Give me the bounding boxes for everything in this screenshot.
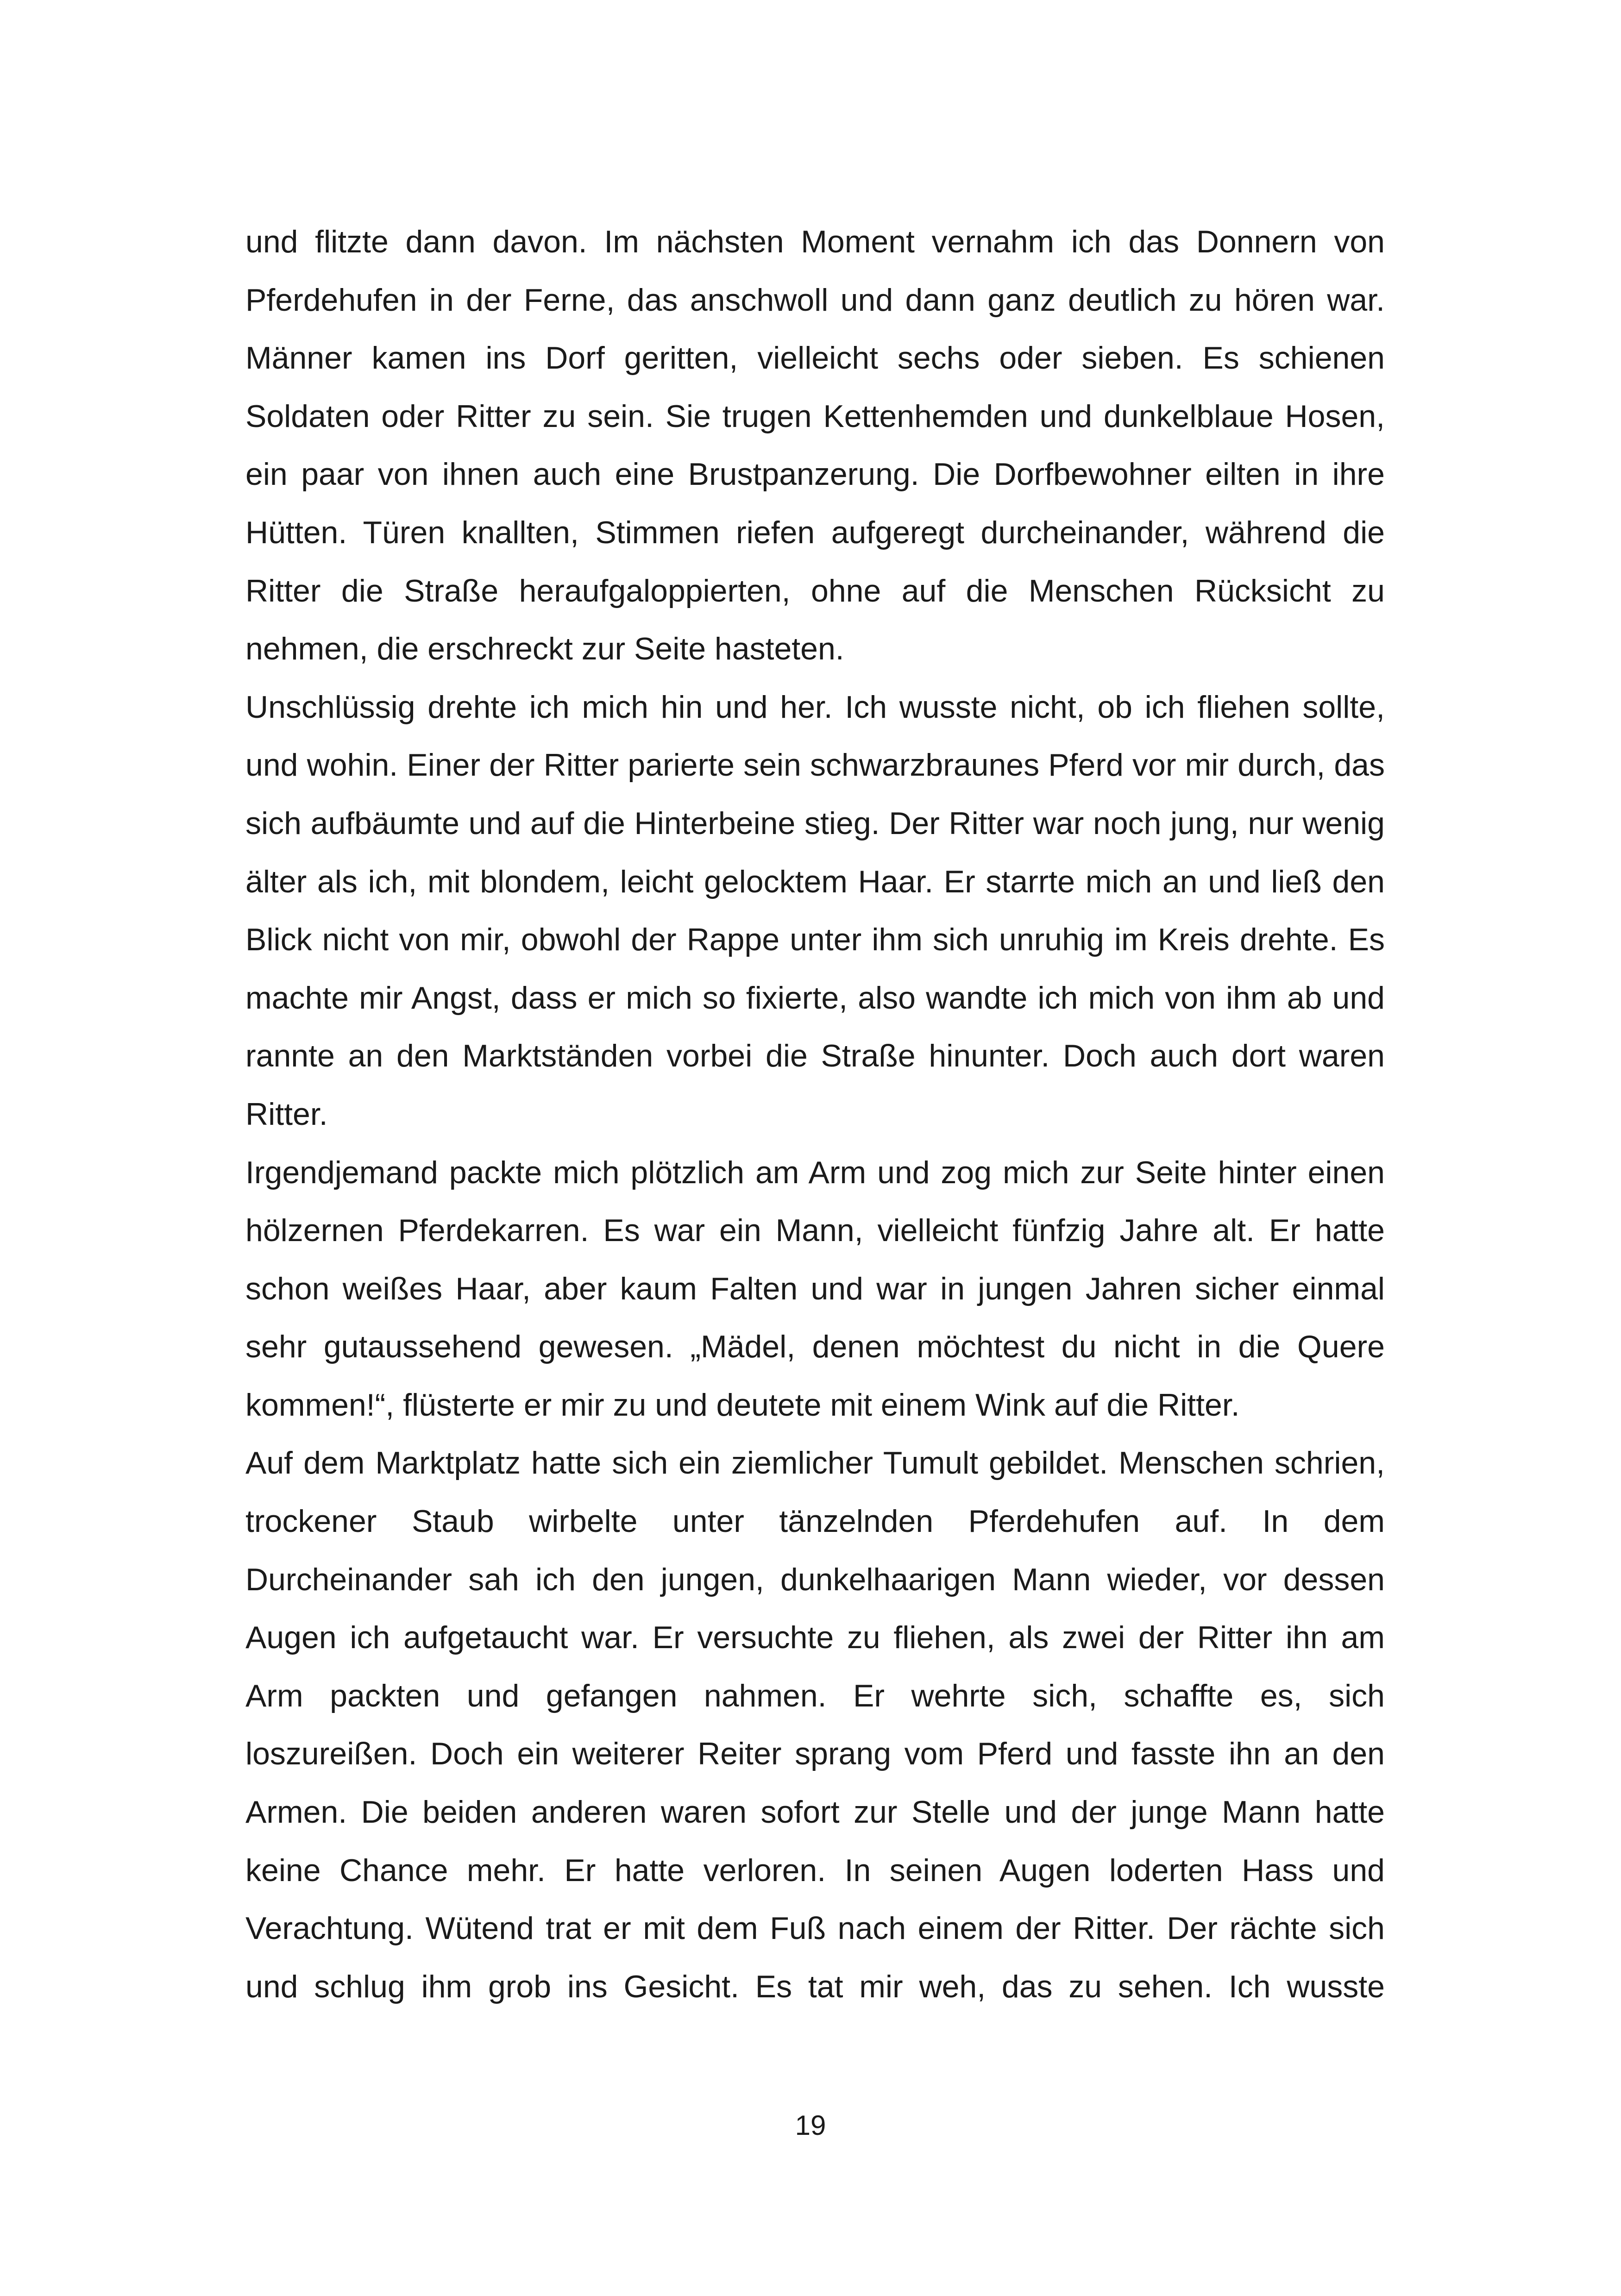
paragraph-1: und flitzte dann davon. Im nächsten Moment vernahm ich das Donnern von Pferdehufen in der Ferne, das anschwoll und dann ganz deutlich zu hören war. Männer kamen ins Dorf geritten, vielleicht sechs oder sieben. Es schienen Soldaten oder Ritter zu sein. Sie trugen Kettenhemden und dunkelblaue Hosen, ein paar von ihnen auch eine Brustpanzerung. Die Dorfbewohner eilten in ihre Hütten. Türen knallten, Stimmen riefen aufgeregt durcheinander, während die Ritter die Straße heraufgaloppierten, ohne auf die Menschen Rücksicht zu nehmen, die erschreckt zur Seite hasteten.	[245, 224, 1385, 667]
paragraph-3: Irgendjemand packte mich plötzlich am Arm und zog mich zur Seite hinter einen hölzernen Pferdekarren. Es war ein Mann, vielleicht fünfzig Jahre alt. Er hatte schon weißes Haar, aber kaum Falten und war in jungen Jahren sicher einmal sehr gutaussehend gewesen. „Mädel, denen möchtest du nicht in die Quere kommen!“, flüsterte er mir zu und deutete mit einem Wink auf die Ritter.	[245, 1154, 1385, 1423]
body-text	[245, 213, 1385, 2016]
paragraph-2: Unschlüssig drehte ich mich hin und her. Ich wusste nicht, ob ich fliehen sollte, und wohin. Einer der Ritter parierte sein schwarzbraunes Pferd vor mir durch, das sich aufbäumte und auf die Hinterbeine stieg. Der Ritter war noch jung, nur wenig älter als ich, mit blondem, leicht gelocktem Haar. Er starrte mich an und ließ den Blick nicht von mir, obwohl der Rappe unter ihm sich unruhig im Kreis drehte. Es machte mir Angst, dass er mich so fixierte, also wandte ich mich von ihm ab und rannte an den Marktständen vorbei die Straße hinunter. Doch auch dort waren Ritter.	[245, 689, 1385, 1132]
page-number: 19	[795, 2110, 826, 2141]
paragraph-4: Auf dem Marktplatz hatte sich ein ziemlicher Tumult gebildet. Menschen schrien, trockener Staub wirbelte unter tänzelnden Pferdehufen auf. In dem Durcheinander sah ich den jungen, dunkelhaarigen Mann wieder, vor dessen Augen ich aufgetaucht war. Er versuchte zu fliehen, als zwei der Ritter ihn am Arm packten und gefangen nahmen. Er wehrte sich, schaffte es, sich loszureißen. Doch ein weiterer Reiter sprang vom Pferd und fasste ihn an den Armen. Die beiden anderen waren sofort zur Stelle und der junge Mann hatte keine Chance mehr. Er hatte verloren. In seinen Augen loderten Hass und Verachtung. Wütend trat er mit dem Fuß nach einem der Ritter. Der rächte sich und schlug ihm grob ins Gesicht. Es tat mir weh, das zu sehen. Ich wusste	[245, 1445, 1385, 2004]
